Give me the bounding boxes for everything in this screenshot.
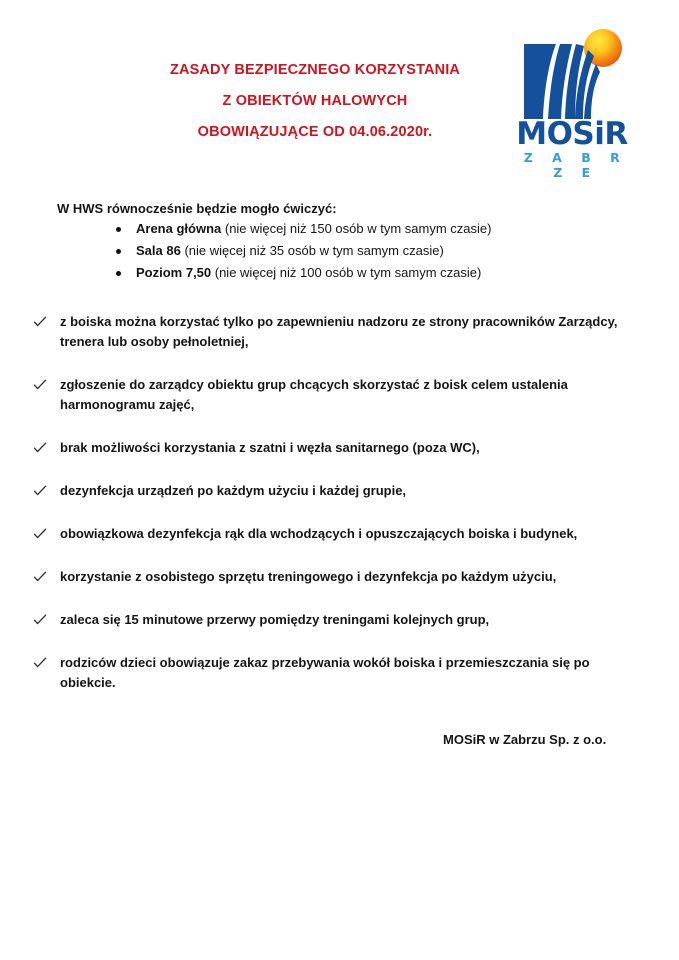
page-title: [120, 55, 510, 148]
bullet-dot-icon: [116, 227, 121, 232]
intro-text: W HWS równocześnie będzie mogło ćwiczyć:: [57, 201, 337, 216]
document-header: [0, 0, 679, 185]
bullet-dot-icon: [116, 271, 121, 276]
mosir-wordmark-text: MOSiR: [516, 116, 628, 152]
capacity-name: Arena główna: [136, 221, 222, 236]
list-item: [33, 312, 645, 352]
capacity-name: Sala 86: [136, 243, 181, 258]
bullet-dot-icon: [116, 249, 121, 254]
list-item: [33, 653, 645, 693]
rule-text: rodziców dzieci obowiązuje zakaz przebywania wokół boiska i przemieszczania się po obiekcie.: [60, 655, 590, 690]
title-line-3: OBOWIĄZUJĄCE OD 04.06.2020r.: [197, 124, 433, 140]
list-item: [112, 262, 632, 284]
checkmark-icon: [33, 656, 47, 670]
capacity-detail: (nie więcej niż 35 osób w tym samym czasie): [180, 243, 444, 258]
list-item: [33, 567, 645, 587]
checkmark-icon: [33, 527, 47, 541]
checkmark-icon: [33, 613, 47, 627]
list-item: [33, 438, 645, 458]
rules-list: [33, 312, 645, 693]
list-item: [112, 240, 632, 262]
checkmark-icon: [33, 570, 47, 584]
capacity-detail: (nie więcej niż 150 osób w tym samym czasie): [221, 221, 492, 236]
rule-text: z boiska można korzystać tylko po zapewnieniu nadzoru ze strony pracowników Zarządcy, trenera lub osoby pełnoletniej,: [60, 314, 618, 349]
capacity-list: [112, 218, 632, 284]
title-line-2: Z OBIEKTÓW HALOWYCH: [222, 93, 408, 109]
title-line-1: ZASADY BEZPIECZNEGO KORZYSTANIA: [169, 62, 461, 78]
list-item: [33, 375, 645, 415]
list-item: [33, 481, 645, 501]
mosir-logo: [504, 28, 640, 180]
checkmark-icon: [33, 378, 47, 392]
list-item: [33, 610, 645, 630]
checkmark-icon: [33, 315, 47, 329]
rule-text: zgłoszenie do zarządcy obiektu grup chcących skorzystać z boisk celem ustalenia harmonogramu zajęć,: [60, 377, 568, 412]
capacity-detail: (nie więcej niż 100 osób w tym samym czasie): [211, 265, 482, 280]
mosir-wordmark: [504, 118, 640, 180]
checkmark-icon: [33, 484, 47, 498]
mosir-logo-mark-icon: [504, 28, 640, 120]
checkmark-icon: [33, 441, 47, 455]
capacity-name: Poziom 7,50: [136, 265, 212, 280]
signature-text: MOSiR w Zabrzu Sp. z o.o.: [443, 732, 607, 747]
rule-text: dezynfekcja urządzeń po każdym użyciu i każdej grupie,: [60, 483, 407, 498]
list-item: [112, 218, 632, 240]
rule-text: brak możliwości korzystania z szatni i węzła sanitarnego (poza WC),: [60, 440, 480, 455]
list-item: [33, 524, 645, 544]
rule-text: zaleca się 15 minutowe przerwy pomiędzy treningami kolejnych grup,: [60, 612, 490, 627]
zabrze-wordmark-text: Z A B R Z E: [523, 150, 628, 180]
rule-text: obowiązkowa dezynfekcja rąk dla wchodzących i opuszczających boiska i budynek,: [60, 526, 578, 541]
rule-text: korzystanie z osobistego sprzętu treningowego i dezynfekcja po każdym użyciu,: [60, 569, 557, 584]
